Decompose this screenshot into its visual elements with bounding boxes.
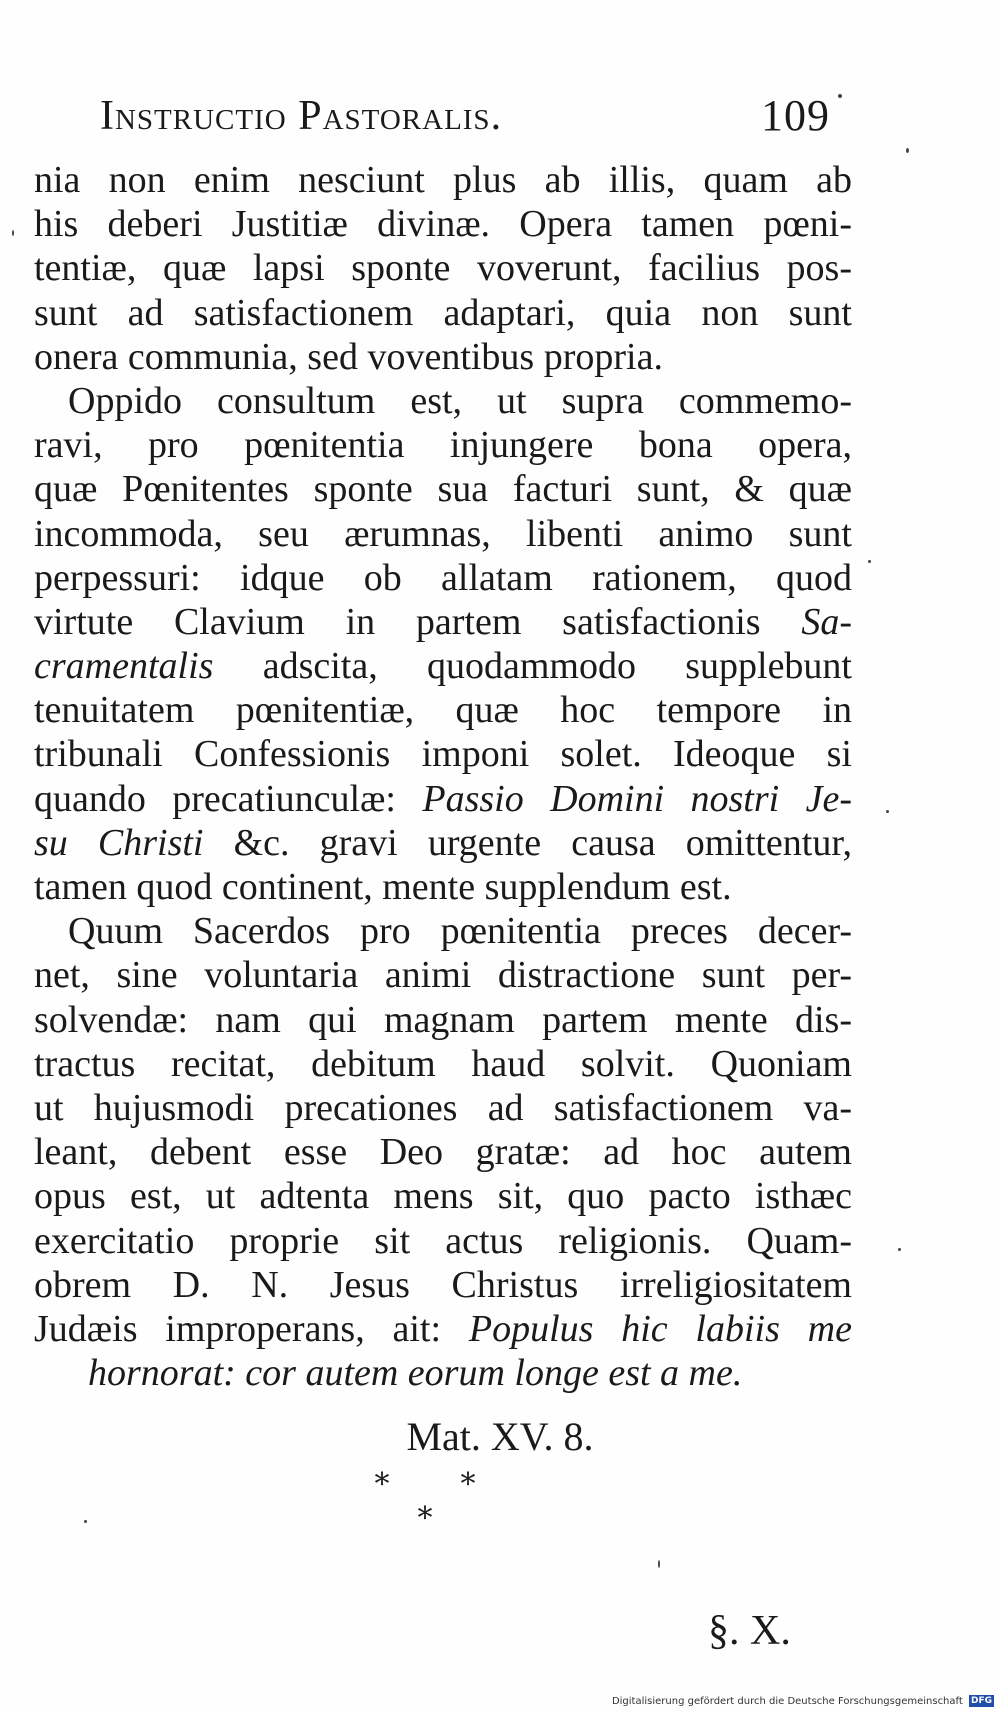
text-line: [34, 1174, 852, 1218]
text-line: [34, 953, 852, 997]
text-run: solvendæ: nam qui magnam partem mente dis-: [34, 998, 852, 1041]
text-run: virtute Clavium in partem satisfactionis: [34, 600, 802, 643]
italic-run: hornorat: cor autem eorum longe est a me.: [88, 1352, 743, 1395]
italic-run: su Christi: [34, 821, 204, 864]
text-run: opus est, ut adtenta mens sit, quo pacto isthæc: [34, 1175, 852, 1218]
text-line: [34, 512, 852, 556]
text-run: Oppido consultum est, ut supra commemo-: [68, 379, 852, 422]
italic-run: Passio Domini nostri Je-: [422, 777, 852, 820]
text-line: [34, 246, 852, 290]
paper-speck: [898, 1248, 901, 1251]
text-run: tenuitatem pœnitentiæ, quæ hoc tempore in: [34, 689, 852, 732]
text-line: [34, 1130, 852, 1174]
italic-run: Sa-: [801, 600, 852, 643]
text-run: onera communia, sed voventibus propria.: [34, 335, 663, 378]
body-text: [34, 158, 852, 1395]
text-line: [34, 644, 852, 688]
text-run: nia non enim nesciunt plus ab illis, quam ab: [34, 159, 852, 201]
text-line: [34, 1263, 852, 1307]
text-line: [34, 556, 852, 600]
text-run: leant, debent esse Deo gratæ: ad hoc autem: [34, 1131, 852, 1174]
text-line: [34, 688, 852, 732]
ornament-star: *: [460, 1467, 476, 1502]
text-run: net, sine voluntaria animi distractione sunt per-: [34, 954, 852, 997]
text-line: [34, 1086, 852, 1130]
text-line: [34, 1307, 852, 1351]
text-line: [34, 998, 852, 1042]
paper-speck: [838, 94, 842, 98]
text-line: [34, 335, 852, 379]
text-run: his deberi Justitiæ divinæ. Opera tamen pœni-: [34, 203, 852, 246]
text-run: tribunali Confessionis imponi solet. Ideoque si: [34, 733, 852, 776]
running-title: Instructio Pastoralis.: [100, 93, 503, 139]
page-number: 109: [761, 91, 830, 140]
text-run: tamen quod continent, mente supplendum est.: [34, 866, 732, 908]
text-run: Quum Sacerdos pro pœnitentia preces decer-: [68, 910, 852, 953]
text-run: &c. gravi urgente causa omittentur,: [203, 821, 852, 864]
text-line: [34, 821, 852, 865]
ornament-star: *: [374, 1467, 390, 1502]
text-run: tentiæ, quæ lapsi sponte voverunt, facilius pos-: [34, 247, 852, 290]
text-run: quæ Pœnitentes sponte sua facturi sunt, & quæ: [34, 468, 852, 511]
paper-speck: [906, 148, 909, 153]
scripture-citation: Mat. XV. 8.: [406, 1414, 594, 1459]
paper-speck: [12, 230, 14, 236]
running-head: [100, 88, 830, 144]
italic-run: cramentalis: [34, 645, 214, 688]
paper-speck: [658, 1560, 660, 1568]
text-run: incommoda, seu ærumnas, libenti animo sunt: [34, 512, 852, 555]
paper-speck: [868, 560, 871, 563]
text-run: ravi, pro pœnitentia injungere bona opera,: [34, 424, 852, 467]
text-line: [34, 291, 852, 335]
text-line: [34, 777, 852, 821]
text-line: [34, 1042, 852, 1086]
paper-speck: [84, 1520, 87, 1523]
text-line: [34, 423, 852, 467]
ornament-star: *: [417, 1501, 433, 1536]
text-line: [34, 1219, 852, 1263]
asterism-ornament: [360, 1458, 490, 1538]
text-run: sunt ad satisfactionem adaptari, quia non sunt: [34, 291, 852, 334]
text-line: [34, 379, 852, 423]
text-run: adscita, quodammodo supplebunt: [213, 645, 852, 688]
text-line: [34, 467, 852, 511]
text-run: Judæis improperans, ait:: [34, 1307, 469, 1350]
text-line: [34, 865, 852, 909]
catchword: §. X.: [708, 1608, 791, 1654]
text-line: [34, 202, 852, 246]
text-run: quando precatiunculæ:: [34, 777, 423, 820]
text-run: tractus recitat, debitum haud solvit. Quoniam: [34, 1042, 852, 1085]
dfg-logo: DFG: [970, 1696, 992, 1706]
text-run: exercitatio proprie sit actus religionis. Quam-: [34, 1219, 852, 1262]
text-run: perpessuri: idque ob allatam rationem, quod: [34, 556, 852, 599]
text-line: [34, 158, 852, 202]
text-line: [34, 732, 852, 776]
text-run: ut hujusmodi precationes ad satisfactionem va-: [34, 1086, 852, 1129]
text-line: [34, 1351, 852, 1395]
paper-speck: [886, 810, 889, 813]
credit-text: Digitalisierung gefördert durch die Deutsche Forschungsgemeinschaft: [611, 1696, 963, 1707]
text-run: obrem D. N. Jesus Christus irreligiositatem: [34, 1263, 852, 1306]
text-line: [34, 600, 852, 644]
italic-run: Populus hic labiis me: [468, 1307, 852, 1350]
text-line: [34, 909, 852, 953]
digitization-credit: [612, 1695, 994, 1709]
